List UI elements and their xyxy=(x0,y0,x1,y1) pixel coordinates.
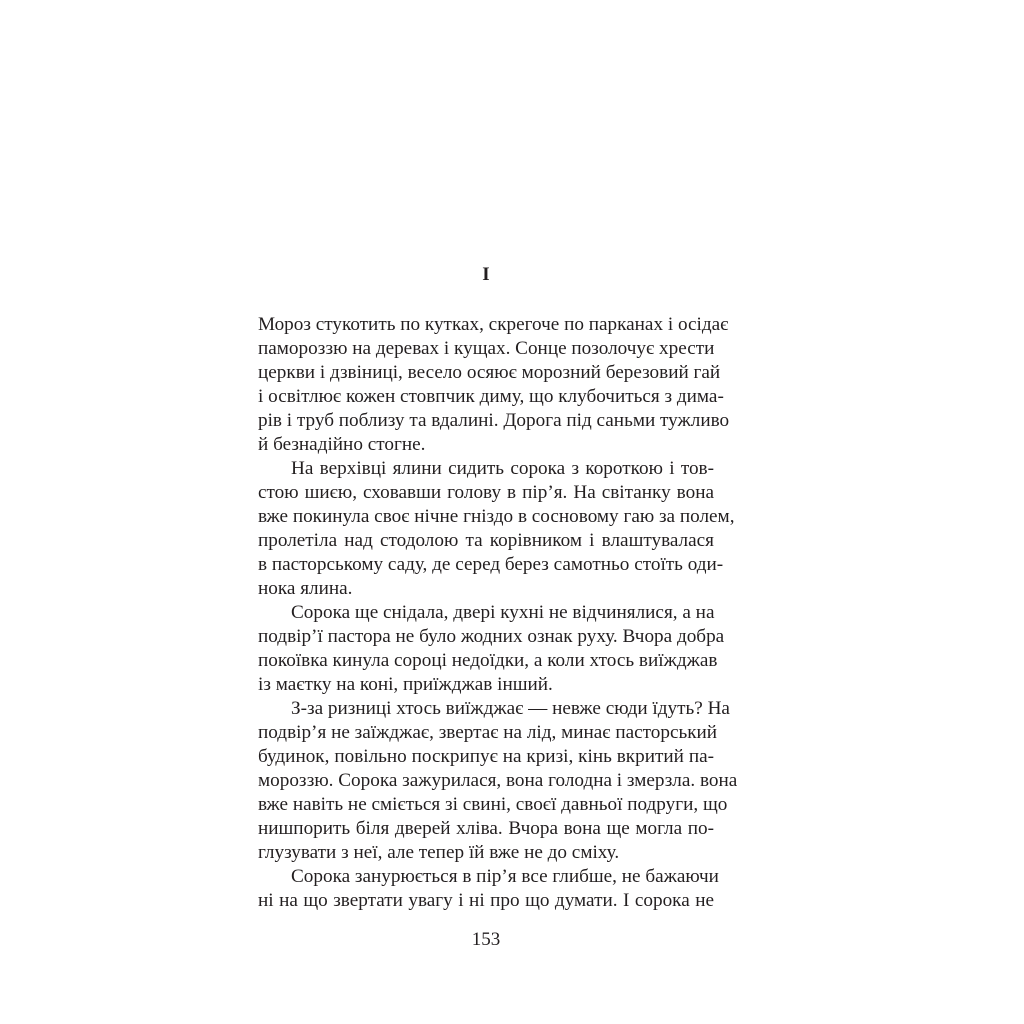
text-line: Мороз стукотить по кутках, скрегоче по парканах і осідає xyxy=(258,314,729,335)
text-line: будинок, повільно поскрипує на кризі, кінь вкритий па- xyxy=(258,746,714,767)
text-line: вже навіть не сміється зі свині, своєї давньої подруги, що xyxy=(258,794,728,815)
text-line: в пасторському саду, де серед берез самотньо стоїть оди- xyxy=(258,554,724,575)
chapter-heading: I xyxy=(482,264,490,285)
body-text xyxy=(258,313,738,913)
text-line: ні на що звертати увагу і ні про що думати. І сорока не xyxy=(258,890,714,911)
text-line: мороззю. Сорока зажурилася, вона голодна і змерзла. вона xyxy=(258,770,738,791)
text-line: глузувати з неї, але тепер їй вже не до сміху. xyxy=(258,842,620,863)
text-line: З-за ризниці хтось виїжджає — невже сюди їдуть? На xyxy=(291,698,730,719)
text-line: Сорока ще снідала, двері кухні не відчинялися, а на xyxy=(291,602,715,623)
text-line: й безнадійно стогне. xyxy=(258,434,426,455)
text-line: стою шиєю, сховавши голову в пір’я. На світанку вона xyxy=(258,482,714,503)
text-line: і освітлює кожен стовпчик диму, що клубочиться з дима- xyxy=(258,386,724,407)
text-line: Сорока занурюється в пір’я все глибше, не бажаючи xyxy=(291,866,719,887)
text-line: покоївка кинула сороці недоїдки, а коли хтось виїжджав xyxy=(258,650,718,671)
text-line: із маєтку на коні, приїжджав інший. xyxy=(258,674,553,695)
text-line: пролетіла над стодолою та корівником і влаштувалася xyxy=(258,530,714,551)
text-line: подвір’я не заїжджає, звертає на лід, минає пасторський xyxy=(258,722,718,743)
page-number: 153 xyxy=(471,929,501,950)
text-line: нишпорить біля дверей хліва. Вчора вона ще могла по- xyxy=(258,818,714,839)
text-line: рів і труб поблизу та вдалині. Дорога під саньми тужливо xyxy=(258,410,730,431)
text-line: нока ялина. xyxy=(258,578,353,599)
text-line: подвір’ї пастора не було жодних ознак руху. Вчора добра xyxy=(258,626,725,647)
text-line: На верхівці ялини сидить сорока з короткою і тов- xyxy=(291,458,714,479)
text-line: памороззю на деревах і кущах. Сонце позолочує хрести xyxy=(258,338,715,359)
text-line: церкви і дзвіниці, весело осяює морозний березовий гай xyxy=(258,362,721,383)
text-line: вже покинула своє нічне гніздо в сосновому гаю за полем, xyxy=(258,506,735,527)
